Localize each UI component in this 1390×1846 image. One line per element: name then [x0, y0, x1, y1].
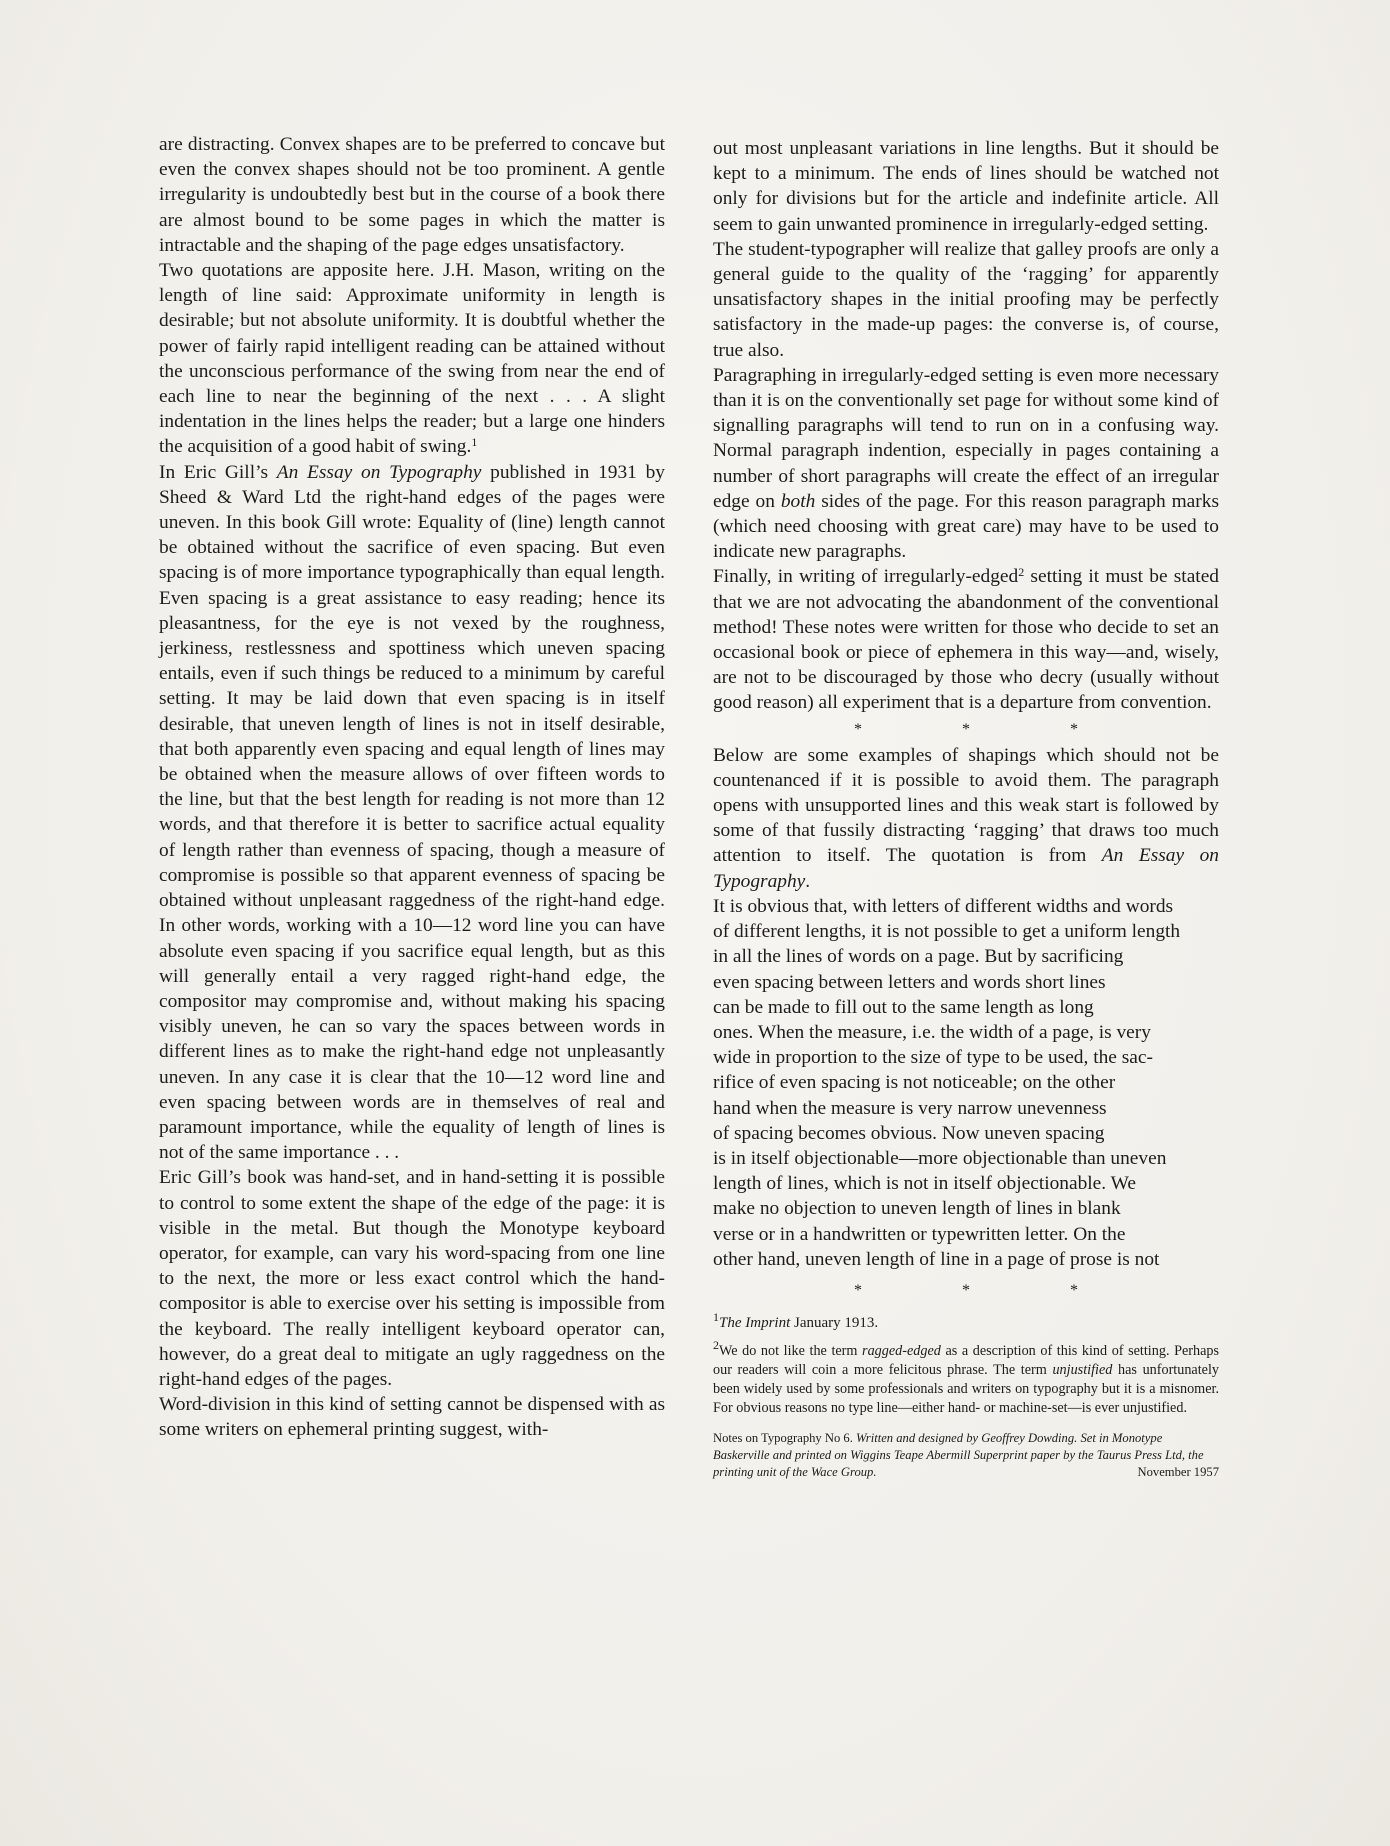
- paragraph: [713, 743, 1219, 894]
- book-title: An Essay on Typography: [713, 845, 1219, 892]
- right-column: [713, 136, 1219, 1481]
- emphasis: unjustified: [1052, 1361, 1113, 1378]
- example-line: in all the lines of words on a page. But by sacrificing: [713, 946, 1124, 968]
- footnote-text: as a description of this kind of setting. Perhaps our readers will coin a more felicitous phrase. The term: [713, 1342, 1219, 1378]
- colophon-text: Notes on Typography No 6.: [713, 1430, 857, 1445]
- footnote-1: [713, 1309, 1219, 1333]
- paragraph: out most unpleasant variations in line lengths. But it should be kept to a minimum. The ends of lines should be watched not only for divisions but for the article and indefinite article. All seem to gain unwanted prominence in irregularly-edged setting.: [713, 138, 1219, 235]
- footnote-text: January 1913.: [790, 1314, 879, 1331]
- example-line: wide in proportion to the size of type to be used, the sac-: [713, 1047, 1153, 1069]
- example-line: other hand, uneven length of line in a page of prose is not: [713, 1248, 1160, 1270]
- paragraph-text: Below are some examples of shapings which should not be countenanced if it is possible to avoid them. The paragraph opens with unsupported lines and this weak start is followed by some of that fussily distracting ‘ragging’ that draws too much attention to itself. The quotation is from: [713, 744, 1219, 867]
- paragraph-text: published in 1931 by Sheed & Ward Ltd the right-hand edges of the pages were uneven. In this book Gill wrote: Equality of (line) length cannot be obtained without the sacrifice of even spacing. But even spacing is of more importance typographically than equal length. Even spacing is a great assistance to easy reading; hence its pleasantness, for the eye is not vexed by the roughness, jerkiness, restlessness and spottiness which uneven spacing entails, even if such things be reduced to a minimum by careful setting. It may be laid down that even spacing is in itself desirable, that uneven length of lines is not in itself desirable, that both apparently even spacing and equal length of lines may be obtained when the measure allows of over fifteen words to the line, but that the best length for reading is not more than 12 words, and that therefore it is better to sacrifice actual equality of length rather than evenness of spacing, though a measure of compromise is possible so that apparent evenness of spacing be obtained without unpleasant raggedness of the right-hand edge. In other words, working with a 10—12 word line you can have absolute even spacing if you sacrifice equal length, but as this will generally entail a very ragged right-hand edge, the compositor may compromise and, without making his spacing visibly uneven, he can so vary the spaces between words in different lines as to make the right-hand edge not unpleasantly uneven. In any case it is clear that the 10—12 word line and even spacing between words are in themselves of real and paramount importance, while the equality of length of lines is not of the same importance . . .: [159, 461, 665, 1164]
- publication-title: The Imprint: [719, 1314, 791, 1331]
- section-divider: * * *: [854, 1281, 1126, 1299]
- section-divider: * * *: [854, 720, 1126, 738]
- example-line: rifice of even spacing is not noticeable; on the other: [713, 1072, 1116, 1094]
- footnote-text: has unfortunately been widely used by some professionals and writers on typography but it is a misnomer. For obvious reasons no type line—either hand- or machine-set—is ever unjustified.: [713, 1361, 1219, 1416]
- paragraph-text: Two quotations are apposite here. J.H. Mason, writing on the length of line said: Approximate uniformity in length is desirable; but not absolute uniformity. It is doubtful whether the power of fairly rapid intelligent reading can be attained without the unconscious performance of the swing from near the end of each line to near the beginning of the next . . . A slight indentation in the lines helps the reader; but a large one hinders the acquisition of a good habit of swing.: [159, 260, 665, 458]
- paragraph-text: Paragraphing in irregularly-edged setting is even more necessary than it is on the conventionally set page for without some kind of signalling paragraphs will tend to run on in a confusing way. Normal paragraph indention, especially in pages containing a number of short paragraphs will create the effect of an irregular edge on: [713, 364, 1219, 512]
- left-column: [159, 132, 665, 1443]
- paragraph: [713, 564, 1219, 715]
- example-quotation: [713, 894, 1219, 1272]
- example-line: make no objection to uneven length of lines in blank: [713, 1198, 1121, 1220]
- example-line: It is obvious that, with letters of different widths and words: [713, 895, 1174, 917]
- footnote-reference: 2: [1018, 565, 1025, 580]
- example-line: verse or in a handwritten or typewritten letter. On the: [713, 1223, 1126, 1245]
- publication-date: November 1957: [1137, 1464, 1219, 1479]
- example-line: hand when the measure is very narrow unevenness: [713, 1097, 1107, 1119]
- paragraph-text: sides of the page. For this reason paragraph marks (which need choosing with great care) may have to be used to indicate new paragraphs.: [713, 490, 1219, 563]
- footnote-number: 1: [713, 1309, 719, 1324]
- emphasis: ragged-edged: [862, 1342, 941, 1359]
- paragraph-text: Finally, in writing of irregularly-edged: [713, 566, 1019, 588]
- colophon: [713, 1430, 1219, 1481]
- paragraph-text: .: [805, 870, 811, 892]
- example-line: of different lengths, it is not possible to get a uniform length: [713, 921, 1181, 943]
- emphasis: both: [780, 490, 816, 512]
- example-line: can be made to fill out to the same length as long: [713, 996, 1094, 1018]
- example-line: length of lines, which is not in itself objectionable. We: [713, 1173, 1136, 1195]
- paragraph-text: setting it must be stated that we are not advocating the abandonment of the conventional method! These notes were written for those who decide to set an occasional book or piece of ephemera in this way—and, wisely, are not to be discouraged by those who decry (usually without good reason) all experiment that is a departure from convention.: [713, 566, 1219, 714]
- paragraph-text: In Eric Gill’s: [159, 461, 277, 483]
- footnote-number: 2: [713, 1337, 719, 1352]
- paragraph: [713, 363, 1219, 565]
- example-line: ones. When the measure, i.e. the width of a page, is very: [713, 1021, 1151, 1043]
- footnote-reference: 1: [471, 435, 478, 450]
- example-line: even spacing between letters and words short lines: [713, 971, 1106, 993]
- colophon-credits: Written and designed by Geoffrey Dowding. Set in Monotype Baskerville and printed on Wiggins Teape Abermill Superprint paper by the Taurus Press Ltd, the printing unit of the Wace Group.: [713, 1430, 1204, 1479]
- example-line: is in itself objectionable—more objectionable than uneven: [713, 1147, 1167, 1169]
- paragraph: are distracting. Convex shapes are to be preferred to concave but even the convex shapes should not be too prominent. A gentle irregularity is undoubtedly best but in the course of a book there are almost bound to be some pages in which the matter is intractable and the shaping of the page edges unsatisfactory.: [159, 134, 665, 256]
- example-line: of spacing becomes obvious. Now uneven spacing: [713, 1122, 1105, 1144]
- footnote-2: [713, 1337, 1219, 1418]
- paragraph: Eric Gill’s book was hand-set, and in hand-setting it is possible to control to some extent the shape of the edge of the page: it is visible in the metal. But though the Monotype keyboard operator, for example, can vary his word-spacing from one line to the next, the more or less exact control which the hand-compositor is able to exercise over his setting is impossible from the keyboard. The really intelligent keyboard operator can, however, do a great deal to mitigate an ugly raggedness on the right-hand edges of the pages.: [159, 1167, 665, 1390]
- paragraph: The student-typographer will realize that galley proofs are only a general guide to the quality of the ‘ragging’ for apparently unsatisfactory shapes in the initial proofing may be perfectly satisfactory in the made-up pages: the converse is, of course, true also.: [713, 238, 1219, 361]
- paragraph: Word-division in this kind of setting cannot be dispensed with as some writers on ephemeral printing suggest, with-: [159, 1394, 665, 1441]
- footnote-text: We do not like the term: [719, 1342, 863, 1359]
- footnotes: [713, 1309, 1219, 1418]
- paragraph: [159, 460, 665, 1166]
- book-title: An Essay on Typography: [276, 461, 482, 483]
- paragraph: [159, 258, 665, 460]
